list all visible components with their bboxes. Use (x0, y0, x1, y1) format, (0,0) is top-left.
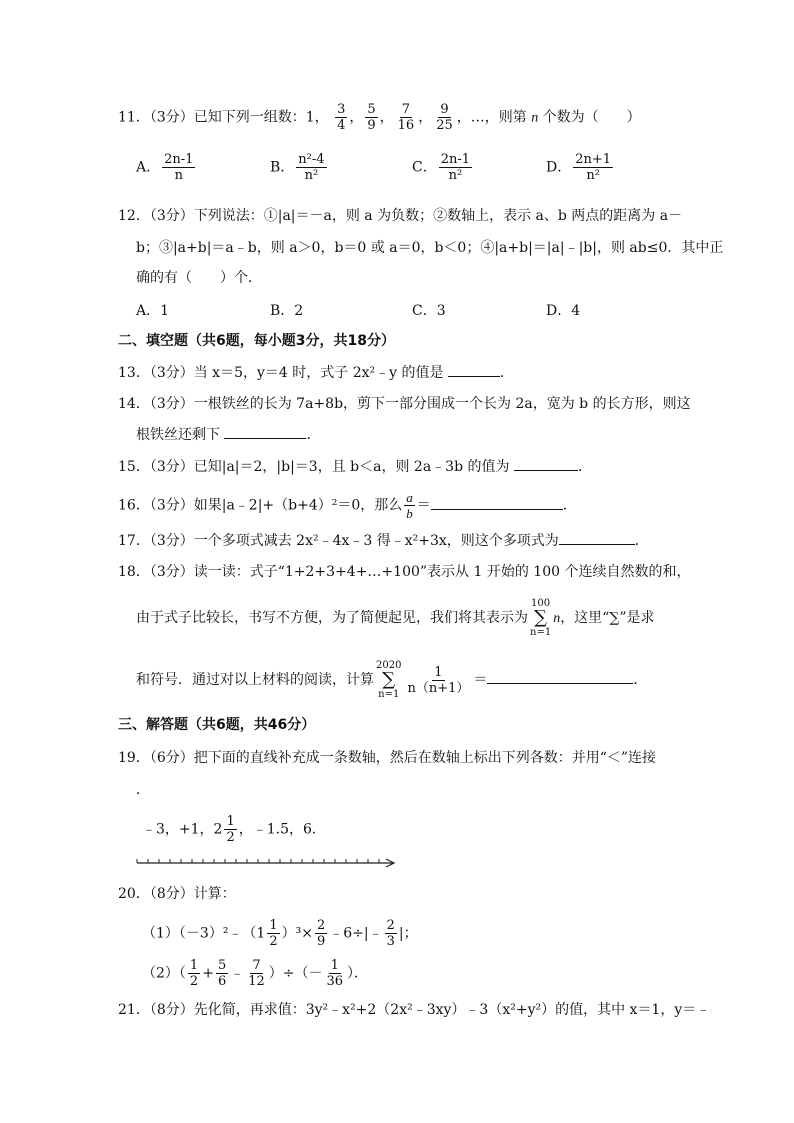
q18-end: ． (633, 672, 648, 688)
q17-text: 17．（3分）一个多项式减去 2x²﹣4x﹣3 得﹣x²+3x，则这个多项式为 (118, 533, 559, 549)
q12-line-2: b；③|a+b|＝a﹣b，则 a＞0，b＝0 或 a＝0，b＜0；④|a+b|＝|a|﹣|b|，则 ab≤0．其中正 (136, 240, 724, 256)
numerator: 5 (217, 958, 227, 973)
denominator: 9 (367, 118, 376, 133)
section-3-heading: 三、解答题（共6题，共46分） (118, 717, 316, 733)
numerator: a (406, 490, 413, 505)
separator: ， (379, 109, 394, 126)
q18-answer-blank[interactable] (487, 669, 633, 684)
q12-option-b[interactable]: B．2 (270, 303, 304, 319)
numerator: 1 (434, 664, 443, 680)
q11-fraction-4 (434, 102, 455, 133)
q13-end: ． (499, 365, 514, 381)
q16-text: 16．（3分）如果|a﹣2|+（b+4）²＝0，那么 (118, 497, 403, 514)
q11-fraction-1 (335, 102, 347, 133)
q20-p1-frac-1 (315, 918, 327, 949)
denominator: n (174, 168, 183, 183)
option-letter: C． (412, 159, 437, 176)
q11-var-n: n (531, 110, 539, 126)
denominator: 3 (386, 934, 395, 949)
denominator: 2 (189, 974, 199, 989)
q19-line-2: ． (136, 782, 150, 798)
q18-line-2 (136, 598, 655, 638)
numerator: 2n+1 (575, 152, 612, 167)
q14-text: 根铁丝还剩下 (136, 427, 220, 443)
numerator: 7 (252, 958, 261, 973)
q20-p1-frac-2 (385, 918, 397, 949)
q11-fraction-3 (396, 102, 417, 133)
separator: ， (349, 109, 364, 126)
option-fraction (573, 152, 613, 183)
denominator: 12 (248, 974, 265, 989)
denominator: n² (586, 168, 600, 183)
denominator: 16 (397, 118, 415, 133)
q15-end: ． (577, 459, 592, 475)
q15-answer-blank[interactable] (514, 456, 578, 471)
numerator: 1 (226, 814, 235, 829)
q12-line-3: 确的有（ ）个． (136, 270, 262, 286)
denominator: 2 (269, 934, 278, 949)
q20-p2-c: ）． (347, 965, 369, 982)
q12-option-c[interactable]: C．3 (412, 303, 446, 319)
q18-text-a: 由于式子比较长，书写不方便，为了简便起见，我们将其表示为 (136, 610, 528, 626)
denominator: 25 (436, 118, 453, 133)
numerator: 1 (269, 918, 278, 933)
q20-p2-frac-3 (246, 958, 267, 989)
q13-text: 13．（3分）当 x＝5，y＝4 时，式子 2x²﹣y 的值是 (118, 365, 444, 381)
denominator: 4 (337, 118, 346, 133)
q18-text-b: ，这里“∑”是求 (560, 610, 655, 626)
q18-fraction (405, 665, 471, 696)
numerator: 2n-1 (164, 152, 194, 167)
numerator: 5 (367, 102, 376, 117)
q19-numbers-a: ﹣3，+1，2 (142, 821, 223, 838)
q20-p2-minus: ﹣ (230, 965, 245, 982)
denominator: 9 (316, 934, 326, 949)
q21-line-1: 21．（8分）先化简，再求值：3y²﹣x²+2（2x²﹣3xy）﹣3（x²+y²）的值，其中 x＝1，y＝﹣ (118, 1002, 711, 1018)
q20-p1-b: ）³× (281, 925, 313, 942)
q13 (118, 362, 514, 383)
q14-end: ． (306, 427, 321, 443)
numerator: 9 (440, 102, 449, 117)
numerator: 1 (330, 958, 339, 973)
numerator: 2 (386, 918, 395, 933)
q16 (118, 490, 577, 521)
numerator: 2 (316, 918, 326, 933)
q19-numbers (142, 814, 326, 845)
option-fraction (296, 152, 326, 183)
q20-part-1 (142, 918, 418, 949)
option-fraction (439, 152, 472, 183)
separator: ， (418, 109, 433, 126)
sigma-symbol: ∑ (382, 669, 396, 690)
q19-numbers-b: ，﹣1.5，6． (238, 821, 326, 838)
q16-end: ． (562, 497, 577, 514)
denominator: b (406, 506, 413, 521)
q11-stem (118, 102, 641, 133)
q12-line-1: 12．（3分）下列说法：①|a|＝－a，则 a 为负数；②数轴上，表示 a、b 两点的距离为 a－ (118, 208, 683, 224)
q11-option-b[interactable] (270, 152, 329, 183)
q16-answer-blank[interactable] (431, 495, 563, 510)
denominator: n（n+1） (407, 680, 470, 696)
q20-p1-d: |； (398, 925, 418, 942)
q11-option-a[interactable] (136, 152, 197, 183)
q18-sigma-1 (530, 598, 551, 638)
q15-text: 15．（3分）已知|a|＝2，|b|＝3，且 b＜a，则 2a﹣3b 的值为 (118, 459, 510, 475)
q16-eq: ＝ (416, 497, 431, 514)
q20-part-2 (142, 958, 368, 989)
q18-line-3 (136, 660, 647, 700)
q20-p2-b: ）÷（－ (268, 965, 323, 982)
q17-end: ． (634, 533, 649, 549)
q18-eq: ＝ (473, 672, 488, 688)
q19-number-line[interactable] (136, 854, 398, 870)
q18-line-1: 18．（3分）读一读：式子“1+2+3+4+…+100”表示从 1 开始的 100 个连续自然数的和， (118, 564, 691, 580)
q20-p2-a: （2）（ (142, 965, 186, 982)
section-2-heading: 二、填空题（共6题，每小题3分，共18分） (118, 333, 395, 349)
q14-line-1: 14．（3分）一根铁丝的长为 7a+8b，剪下一部分围成一个长为 2a，宽为 b 的长方形，则这 (118, 396, 691, 412)
option-letter: A． (136, 159, 161, 176)
q20-p2-frac-1 (188, 958, 200, 989)
numerator: 7 (401, 102, 411, 117)
q20-p1-c: ﹣6÷|﹣ (329, 925, 383, 942)
numerator: 1 (189, 958, 199, 973)
q14-line-2 (136, 424, 320, 445)
sigma-upper: 100 (531, 598, 551, 609)
q15 (118, 456, 592, 477)
option-letter: B． (270, 159, 295, 176)
q13-answer-blank[interactable] (448, 362, 500, 377)
q12-option-d[interactable]: D．4 (546, 303, 581, 319)
numerator: n²-4 (298, 152, 325, 167)
option-letter: D． (546, 159, 572, 176)
q14-answer-blank[interactable] (224, 424, 306, 439)
q20-p1-a: （1）（－3）²﹣（1 (142, 925, 266, 942)
numerator: 2n-1 (440, 152, 471, 167)
numerator: 3 (337, 102, 346, 117)
q11-tail-a: ，…，则第 (456, 109, 532, 126)
q19-mixed-fraction (224, 814, 236, 845)
q12-option-a[interactable]: A．1 (136, 303, 170, 319)
q11-tail-b: 个数为（ ） (538, 109, 641, 126)
denominator: n² (304, 168, 319, 183)
option-fraction (162, 152, 195, 183)
q11-option-c[interactable] (412, 152, 474, 183)
denominator: 6 (217, 974, 227, 989)
q20-p2-frac-2 (216, 958, 228, 989)
q11-label: 11．（3分）已知下列一组数：1， (118, 109, 329, 126)
denominator: 2 (226, 830, 235, 845)
q20-title: 20．（8分）计算： (118, 886, 236, 902)
q11-fraction-2 (365, 102, 377, 133)
q18-var-n: n (553, 611, 561, 626)
q17-answer-blank[interactable] (559, 530, 635, 545)
sigma-lower: n=1 (530, 627, 552, 638)
q19-line-1: 19．（6分）把下面的直线补充成一条数轴，然后在数轴上标出下列各数：并用“＜”连接 (118, 750, 657, 766)
q16-fraction (404, 490, 415, 521)
q17 (118, 530, 649, 551)
q11-option-d[interactable] (546, 152, 615, 183)
denominator: n² (448, 168, 463, 183)
q20-p2-frac-4 (325, 958, 346, 989)
sigma-symbol: ∑ (534, 607, 548, 628)
sigma-upper: 2020 (376, 660, 402, 671)
q18-sigma-2 (376, 660, 401, 700)
sigma-lower: n=1 (378, 689, 400, 700)
q18-text-c: 和符号．通过对以上材料的阅读，计算 (136, 672, 374, 688)
q20-p2-plus: + (202, 965, 214, 982)
denominator: 36 (326, 974, 344, 989)
q20-p1-mixed (267, 918, 279, 949)
